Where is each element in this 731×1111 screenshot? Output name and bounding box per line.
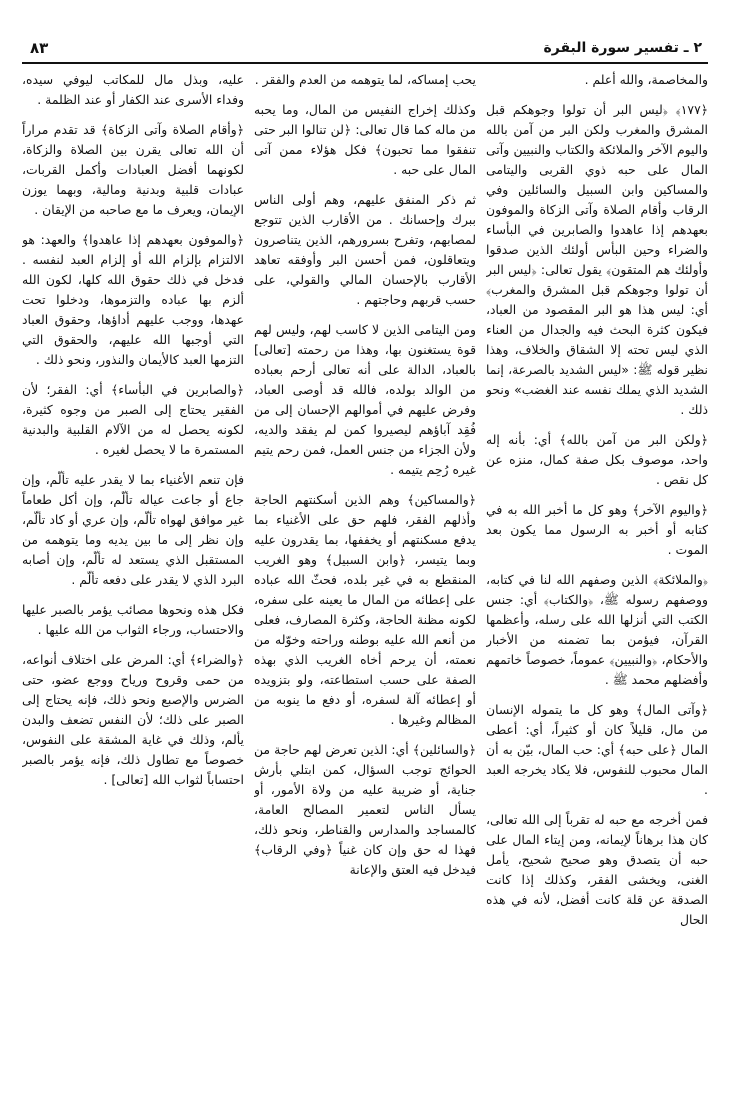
paragraph: عليه، وبذل مال للمكاتب ليوفي سيده، وفداء الأسرى عند الكفار أو عند الظلمة . (22, 72, 244, 107)
paragraph: فمن أخرجه مع حبه له تقرباً إلى الله تعالى، كان هذا برهاناً لإيمانه، ومن إيتاء المال على حبه أن يتصدق وهو صحيح شحيح، يأمل الغنى، ويخشى الفقر، وكذلك إذا كانت الصدقة عن قلة كانت أفضل، لأنه في هذه الحال (486, 812, 708, 927)
paragraph: ﴿والملائكة﴾ الذين وصفهم الله لنا في كتابه، ووصفهم رسوله ﷺ، ﴿والكتاب﴾ أي: جنس الكتب التي أنزلها الله على رسله، وأعظمها القرآن، فيؤمن بما تضمنه من الأخبار والأحكام، ﴿والنبيين﴾ عموماً، خصوصاً خاتمهم وأفضلهم محمد ﷺ . (486, 572, 708, 687)
paragraph: والمخاصمة، والله أعلم . (584, 72, 708, 87)
column-left (22, 70, 244, 1100)
paragraph: ﴿١٧٧﴾ ﴿ليس البر أن تولوا وجوهكم قبل المشرق والمغرب ولكن البر من آمن بالله واليوم الآخر والملائكة والكتاب والنبيين وآتى المال على حبه ذوي القربى واليتامى والمساكين وابن السبيل والسائلين وفي الرقاب وأقام الصلاة وآتى الزكاة والموفون بعهدهم إذا عاهدوا والصابرين في البأساء والضراء وحين البأس أولئك الذين صدقوا وأولئك هم المتقون﴾ يقول تعالى: ﴿ليس البر أن تولوا وجوهكم قبل المشرق والمغرب﴾ أي: ليس هذا هو البر المقصود من العباد، فيكون كثرة البحث فيه والجدال من العناء الذي ليس تحته إلا الشقاق والخلاف، وهذا نظير قوله ﷺ: «ليس الشديد بالصرعة، إنما الشديد الذي يملك نفسه عند الغضب» ونحو ذلك . (486, 102, 708, 417)
paragraph: ومن اليتامى الذين لا كاسب لهم، وليس لهم قوة يستغنون بها، وهذا من رحمته [تعالى] بالعباد، الدالة على أنه تعالى أرحم بعباده من الوالد بولده، فالله قد أوصى العباد، وفرض عليهم في أموالهم الإحسان إلى من فُقِد آباؤهم ليصيروا كمن لم يفقد والديه، ولأن الجزاء من جنس العمل، فمن رحم يتيم غيره رُحِم يتيمه . (254, 322, 476, 477)
running-title: ٢ ـ تفسير سورة البقرة (543, 40, 702, 56)
paragraph: فكل هذه ونحوها مصائب يؤمر بالصبر عليها والاحتساب، ورجاء الثواب من الله عليها . (22, 602, 244, 637)
text-columns (22, 70, 708, 1100)
paragraph: ﴿واليوم الآخر﴾ وهو كل ما أخبر الله به في كتابه أو أخبر به الرسول مما يكون بعد الموت . (486, 502, 708, 557)
paragraph: ﴿والموفون بعهدهم إذا عاهدوا﴾ والعهد: هو الالتزام بإلزام الله أو إلزام العبد لنفسه . فدخل في ذلك حقوق الله كلها، لكون الله ألزم بها عباده والتزموها، ودخلوا تحت عهدها، ووجب عليهم أداؤها، وحقوق العباد التي أوجبها الله عليهم، والحقوق التي التزمها العبد كالأيمان والنذور، ونحو ذلك . (22, 232, 244, 367)
paragraph: ﴿والسائلين﴾ أي: الذين تعرض لهم حاجة من الحوائج توجب السؤال، كمن ابتلي بأرش جناية، أو ضريبة عليه من ولاة الأمور، أو يسأل الناس لتعمير المصالح العامة، كالمساجد والمدارس والقناطر، ونحو ذلك، فهذا له حق وإن كان غنياً ﴿وفي الرقاب﴾ فيدخل فيه العتق والإعانة (254, 742, 476, 877)
paragraph: ﴿والضراء﴾ أي: المرض على اختلاف أنواعه، من حمى وقروح ورياح ووجع عضو، حتى الضرس والإصبع ونحو ذلك، فإنه يحتاج إلى الصبر على ذلك؛ لأن النفس تضعف والبدن يألم، وذلك في غاية المشقة على النفوس، خصوصاً مع تطاول ذلك، فإنه يؤمر بالصبر احتساباً لثواب الله [تعالى] . (22, 652, 244, 787)
paragraph: وكذلك إخراج النفيس من المال، وما يحبه من ماله كما قال تعالى: ﴿لن تنالوا البر حتى تنفقوا مما تحبون﴾ فكل هؤلاء ممن آتى المال على حبه . (254, 102, 476, 177)
paragraph: ﴿وآتى المال﴾ وهو كل ما يتموله الإنسان من مال، قليلاً كان أو كثيراً، أي: أعطى المال ﴿على حبه﴾ أي: حب المال، بيّن به أن المال محبوب للنفوس، فلا يكاد يخرجه العبد . (486, 702, 708, 797)
paragraph: ﴿والصابرين في البأساء﴾ أي: الفقر؛ لأن الفقير يحتاج إلى الصبر من وجوه كثيرة، لكونه يحصل له من الآلام القلبية والبدنية المستمرة ما لا يحصل لغيره . (22, 382, 244, 457)
paragraph: ﴿والمساكين﴾ وهم الذين أسكنتهم الحاجة وأذلهم الفقر، فلهم حق على الأغنياء بما يدفع مسكنتهم أو يخففها، بما يقدرون عليه وبما يتيسر، ﴿وابن السبيل﴾ وهو الغريب المنقطع به في غير بلده، فحثّ الله عباده على إعطائه من المال ما يعينه على سفره، لكونه مظنة الحاجة، وكثرة المصارف، فعلى من أنعم الله عليه بوطنه وراحته وخوّله من نعمته، أن يرحم أخاه الغريب الذي بهذه الصفة على حسب استطاعته، ولو بتزويده أو إعطائه آلة لسفره، أو دفع ما ينوبه من المظالم وغيرها . (254, 492, 476, 727)
page-header (22, 34, 708, 64)
column-right (486, 70, 708, 1100)
paragraph: ثم ذكر المنفق عليهم، وهم أولى الناس ببرك وإحسانك . من الأقارب الذين تتوجع لمصابهم، وتفرح بسرورهم، الذين يتناصرون ويتعاقلون، فمن أحسن البر وأوفقه تعاهد الأقارب بالإحسان المالي والقولي، على حسب قربهم وحاجتهم . (254, 192, 476, 307)
paragraph: ﴿ولكن البر من آمن بالله﴾ أي: بأنه إله واحد، موصوف بكل صفة كمال، منزه عن كل نقص . (486, 432, 708, 487)
paragraph: يحب إمساكه، لما يتوهمه من العدم والفقر . (254, 72, 476, 87)
paragraph: ﴿وأقام الصلاة وآتى الزكاة﴾ قد تقدم مراراً أن الله تعالى يقرن بين الصلاة والزكاة، لكونهما أفضل العبادات وأكمل القربات، عبادات قلبية وبدنية ومالية، وبهما يوزن الإيمان، ويعرف ما مع صاحبه من الإيقان . (22, 122, 244, 217)
paragraph: فإن تنعم الأغنياء بما لا يقدر عليه تألّم، وإن جاع أو جاعت عياله تألّم، وإن أكل طعاماً غير موافق لهواه تألّم، وإن عري أو كاد تألّم، وإن نظر إلى ما بين يديه وما يتوهمه من المستقبل الذي يستعد له تألّم، وإن أصابه البرد الذي لا يقدر على دفعه تألّم . (22, 472, 244, 587)
page-number: ٨٣ (30, 39, 49, 57)
column-middle (254, 70, 476, 1100)
